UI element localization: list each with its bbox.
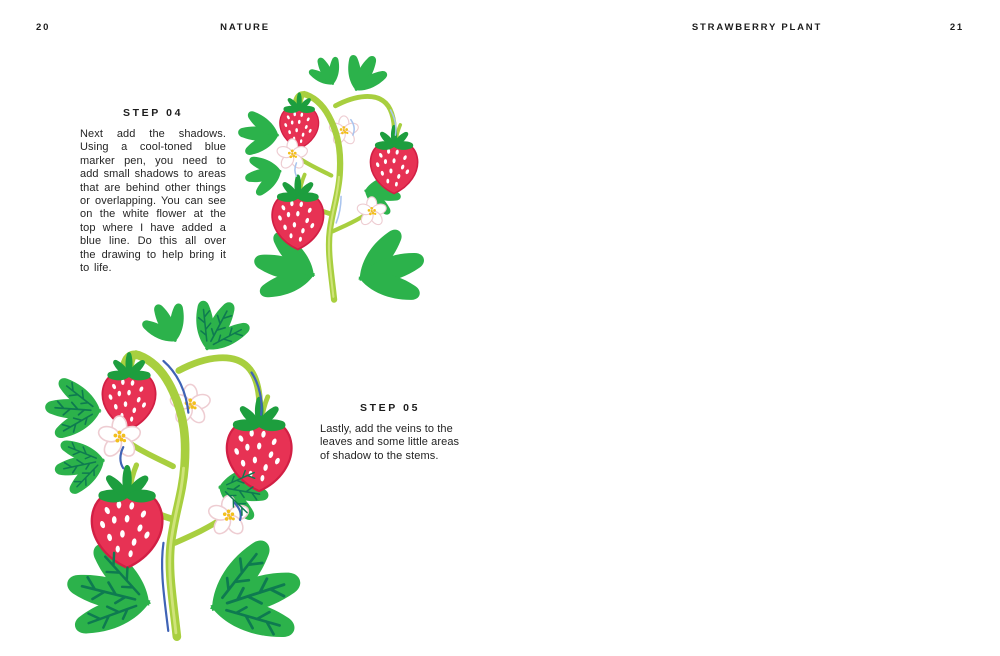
step-05-block	[320, 402, 460, 463]
step-05-heading: STEP 05	[359, 402, 421, 414]
strawberry-plant-step5-drawing	[40, 294, 308, 650]
step-05-text: Lastly, add the veins to the leaves and some little areas of shadow to the stems.	[320, 423, 460, 462]
running-head-right: STRAWBERRY PLANT	[691, 22, 823, 33]
page-number-right: 21	[949, 22, 964, 33]
illustration-step-04	[234, 50, 430, 308]
step-04-text: Next add the shadows. Using a cool-toned blue marker pen, you need to add small shadows to areas that are behind other things or overlapping. You can see on the white flower at the top where I have added a blue line. Do this all over the drawing to help bring it to life.	[80, 128, 226, 275]
running-head-left: NATURE	[220, 22, 270, 33]
strawberry-plant-step4-drawing	[234, 50, 430, 308]
page-number-left: 20	[36, 22, 51, 33]
step-04-block	[80, 107, 226, 275]
step-04-heading: STEP 04	[122, 107, 184, 119]
illustration-step-05	[40, 294, 308, 650]
